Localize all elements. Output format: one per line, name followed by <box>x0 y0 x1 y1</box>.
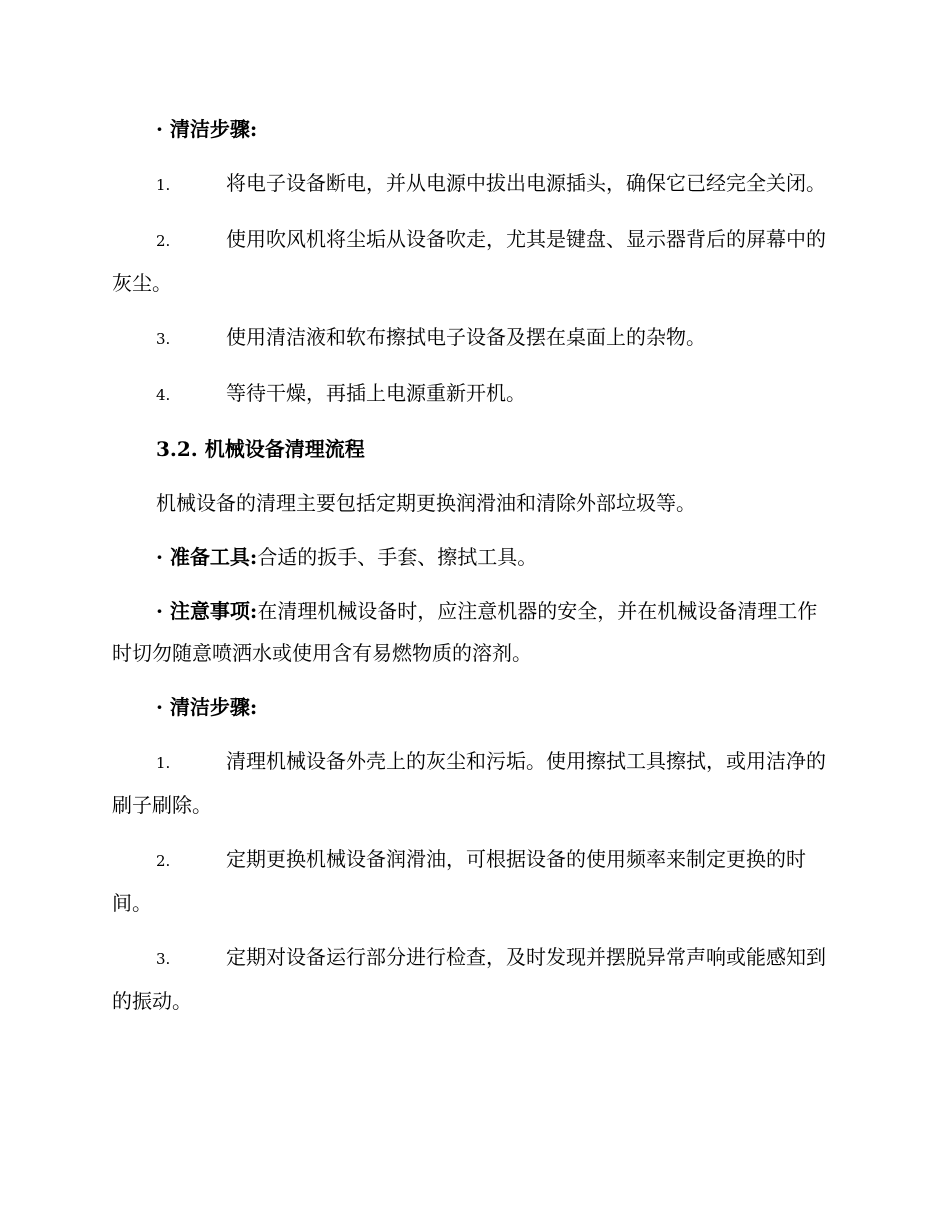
list-text: 使用吹风机将尘垢从设备吹走，尤其是键盘、显示器背后的屏幕中的灰尘。 <box>112 227 826 295</box>
list-number: 4. <box>156 386 171 404</box>
list-text: 将电子设备断电，并从电源中拔出电源插头，确保它已经完全关闭。 <box>226 171 826 195</box>
list-text: 清理机械设备外壳上的灰尘和污垢。使用擦拭工具擦拭，或用洁净的刷子刷除。 <box>112 749 826 817</box>
list-item <box>112 740 836 826</box>
list-number: 3. <box>156 330 171 348</box>
tools-text: 合适的扳手、手套、擦拭工具。 <box>257 545 538 569</box>
list-number: 2. <box>156 852 171 870</box>
steps-label-electronic: · 清洁步骤: <box>156 117 258 141</box>
tools-label: · 准备工具: <box>156 545 258 569</box>
notes-paragraph <box>112 590 836 674</box>
list-text: 定期更换机械设备润滑油，可根据设备的使用频率来制定更换的时间。 <box>112 847 806 915</box>
list-item <box>112 162 836 206</box>
list-item <box>112 372 836 416</box>
list-number: 1. <box>156 754 171 772</box>
notes-label: · 注意事项: <box>156 599 258 623</box>
list-number: 2. <box>156 232 171 250</box>
list-text: 定期对设备运行部分进行检查，及时发现并摆脱异常声响或能感知到的振动。 <box>112 945 826 1013</box>
notes-text: 在清理机械设备时，应注意机器的安全，并在机械设备清理工作时切勿随意喷洒水或使用含有易燃物质的溶剂。 <box>112 599 818 665</box>
steps-label-mechanical: · 清洁步骤: <box>156 695 258 719</box>
list-item <box>112 316 836 360</box>
list-item <box>112 936 836 1022</box>
list-item <box>112 218 836 304</box>
list-text: 使用清洁液和软布擦拭电子设备及摆在桌面上的杂物。 <box>226 325 706 349</box>
section-intro: 机械设备的清理主要包括定期更换润滑油和清除外部垃圾等。 <box>156 491 696 515</box>
list-item <box>112 838 836 924</box>
section-heading: 3.2. 机械设备清理流程 <box>156 437 365 461</box>
tools-paragraph <box>112 536 836 578</box>
list-number: 3. <box>156 950 171 968</box>
document-content <box>112 108 836 1034</box>
list-number: 1. <box>156 176 171 194</box>
list-text: 等待干燥，再插上电源重新开机。 <box>226 381 526 405</box>
